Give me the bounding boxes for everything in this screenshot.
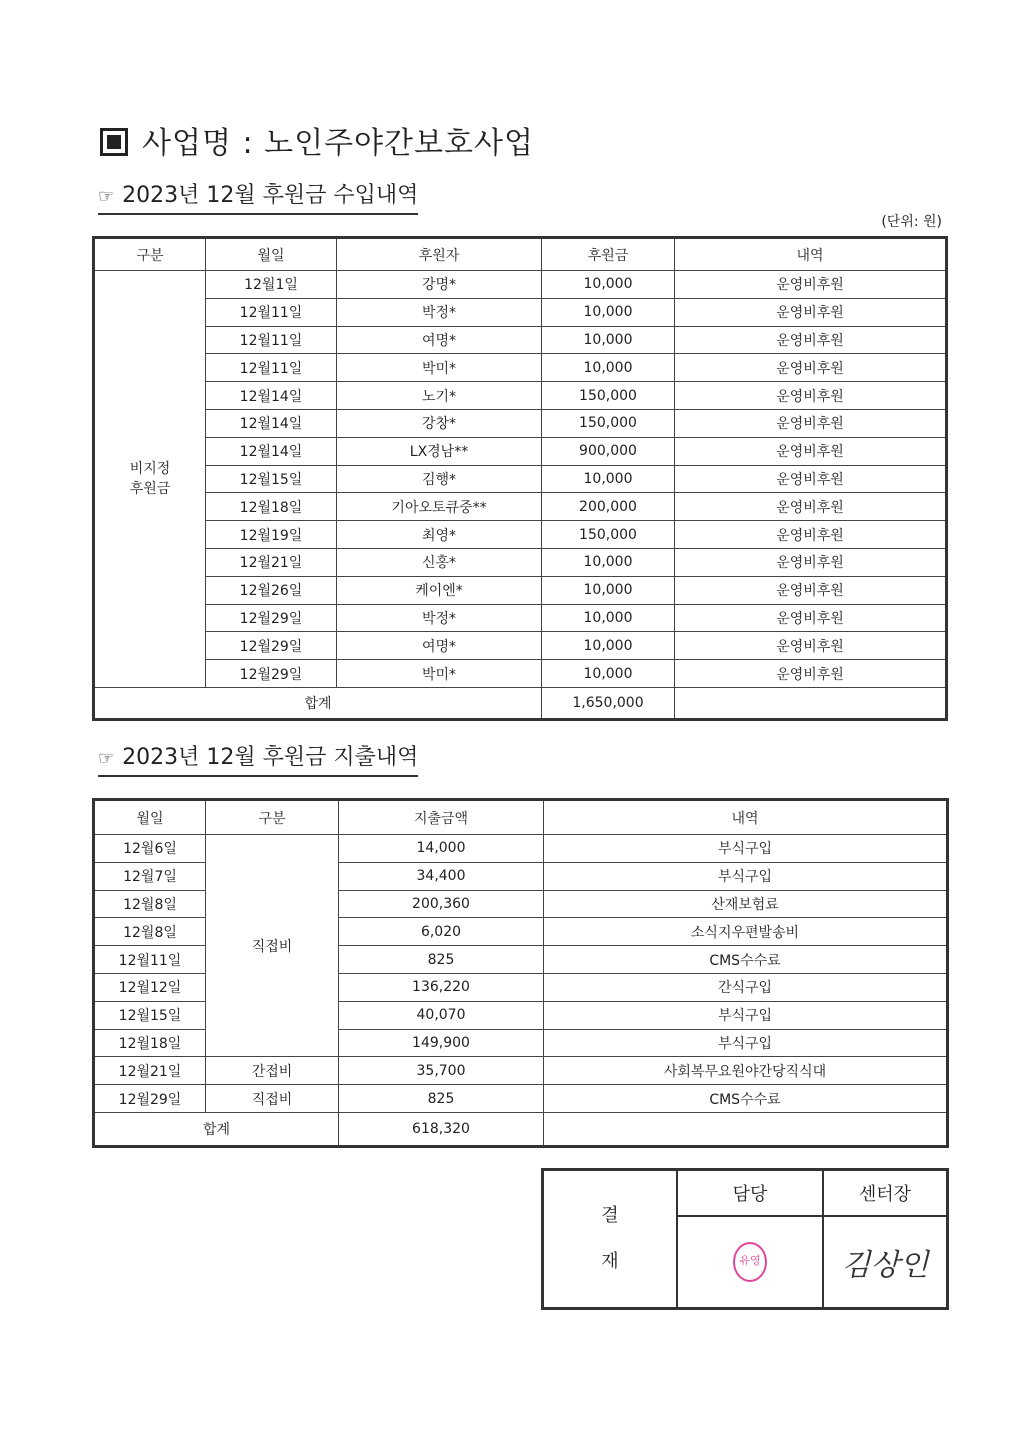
- expense-category: 간접비: [206, 1057, 339, 1085]
- expense-date: 12월7일: [94, 862, 206, 890]
- expense-row: [94, 835, 948, 863]
- header-amount: 지출금액: [339, 800, 544, 835]
- income-detail: 운영비후원: [675, 354, 947, 382]
- income-detail: 운영비후원: [675, 548, 947, 576]
- income-date: 12월14일: [206, 437, 337, 465]
- expense-amount: 825: [339, 1085, 544, 1113]
- title-text: 사업명 : 노인주야간보호사업: [142, 126, 534, 161]
- approval-box: [541, 1168, 949, 1310]
- expense-amount: 136,220: [339, 973, 544, 1001]
- expense-category: 직접비: [206, 835, 339, 1057]
- income-detail: 운영비후원: [675, 298, 947, 326]
- income-detail: 운영비후원: [675, 382, 947, 410]
- approval-col-director: 센터장: [823, 1170, 948, 1216]
- income-donor: 최영*: [337, 521, 542, 549]
- income-total-detail: [675, 687, 947, 719]
- income-row: [94, 660, 947, 688]
- income-row: [94, 632, 947, 660]
- expense-table: [92, 798, 949, 1148]
- expense-detail: 부식구입: [544, 862, 948, 890]
- income-donor: 강창*: [337, 409, 542, 437]
- income-row: [94, 493, 947, 521]
- income-donor: 케이엔*: [337, 576, 542, 604]
- income-amount: 200,000: [542, 493, 675, 521]
- expense-detail: 사회복무요원야간당직식대: [544, 1057, 948, 1085]
- income-detail: 운영비후원: [675, 576, 947, 604]
- staff-stamp-cell: [677, 1216, 823, 1309]
- income-row: [94, 548, 947, 576]
- income-detail: 운영비후원: [675, 465, 947, 493]
- expense-amount: 14,000: [339, 835, 544, 863]
- income-row: [94, 521, 947, 549]
- income-row: [94, 576, 947, 604]
- income-amount: 10,000: [542, 271, 675, 299]
- income-date: 12월1일: [206, 271, 337, 299]
- income-amount: 10,000: [542, 576, 675, 604]
- income-donor: 신홍*: [337, 548, 542, 576]
- pointing-hand-icon: ☞: [98, 186, 115, 207]
- income-date: 12월19일: [206, 521, 337, 549]
- approval-label-1: 결: [601, 1205, 619, 1226]
- income-detail: 운영비후원: [675, 409, 947, 437]
- income-table: [92, 236, 948, 721]
- income-heading: [98, 178, 418, 215]
- expense-detail: 간식구입: [544, 973, 948, 1001]
- expense-header-row: [94, 800, 948, 835]
- income-date: 12월26일: [206, 576, 337, 604]
- expense-category: 직접비: [206, 1085, 339, 1113]
- income-row: [94, 437, 947, 465]
- income-date: 12월21일: [206, 548, 337, 576]
- income-detail: 운영비후원: [675, 493, 947, 521]
- pointing-hand-icon: ☞: [98, 748, 115, 769]
- header-date: 월일: [206, 238, 337, 271]
- unit-label: (단위: 원): [881, 214, 942, 230]
- income-donor: 박정*: [337, 604, 542, 632]
- income-total-row: [94, 687, 947, 719]
- expense-heading-text: 2023년 12월 후원금 지출내역: [122, 745, 419, 770]
- square-bullet-icon: [100, 128, 128, 156]
- income-row: [94, 354, 947, 382]
- expense-date: 12월21일: [94, 1057, 206, 1085]
- expense-amount: 149,900: [339, 1029, 544, 1057]
- income-detail: 운영비후원: [675, 632, 947, 660]
- header-donor: 후원자: [337, 238, 542, 271]
- expense-detail: 부식구입: [544, 835, 948, 863]
- income-donor: 김행*: [337, 465, 542, 493]
- expense-amount: 825: [339, 946, 544, 974]
- expense-date: 12월8일: [94, 918, 206, 946]
- expense-heading: [98, 740, 418, 777]
- expense-row: [94, 1085, 948, 1113]
- income-amount: 150,000: [542, 409, 675, 437]
- income-category-cell: 비지정 후원금: [94, 271, 206, 688]
- expense-total-label: 합계: [94, 1112, 339, 1146]
- expense-detail: 산재보험료: [544, 890, 948, 918]
- header-category: 구분: [94, 238, 206, 271]
- expense-amount: 200,360: [339, 890, 544, 918]
- director-signature: 김상인: [841, 1247, 929, 1283]
- expense-detail: 부식구입: [544, 1029, 948, 1057]
- income-detail: 운영비후원: [675, 437, 947, 465]
- income-date: 12월18일: [206, 493, 337, 521]
- expense-detail: CMS수수료: [544, 1085, 948, 1113]
- income-donor: LX경남**: [337, 437, 542, 465]
- income-donor: 박미*: [337, 660, 542, 688]
- expense-date: 12월8일: [94, 890, 206, 918]
- income-row: [94, 409, 947, 437]
- expense-amount: 6,020: [339, 918, 544, 946]
- income-amount: 10,000: [542, 298, 675, 326]
- income-date: 12월11일: [206, 298, 337, 326]
- income-total-amount: 1,650,000: [542, 687, 675, 719]
- income-detail: 운영비후원: [675, 521, 947, 549]
- income-date: 12월29일: [206, 604, 337, 632]
- income-donor: 기아오토큐중**: [337, 493, 542, 521]
- header-detail: 내역: [675, 238, 947, 271]
- header-category: 구분: [206, 800, 339, 835]
- income-date: 12월11일: [206, 326, 337, 354]
- income-amount: 10,000: [542, 326, 675, 354]
- expense-amount: 35,700: [339, 1057, 544, 1085]
- income-detail: 운영비후원: [675, 660, 947, 688]
- stamp-seal: 유영: [733, 1242, 767, 1282]
- income-row: [94, 465, 947, 493]
- approval-col-staff: 담당: [677, 1170, 823, 1216]
- income-amount: 900,000: [542, 437, 675, 465]
- header-detail: 내역: [544, 800, 948, 835]
- page-title: [100, 118, 534, 162]
- header-amount: 후원금: [542, 238, 675, 271]
- income-date: 12월14일: [206, 382, 337, 410]
- expense-date: 12월12일: [94, 973, 206, 1001]
- income-row: [94, 298, 947, 326]
- income-date: 12월14일: [206, 409, 337, 437]
- header-date: 월일: [94, 800, 206, 835]
- income-date: 12월15일: [206, 465, 337, 493]
- expense-detail: 부식구입: [544, 1001, 948, 1029]
- income-donor: 박정*: [337, 298, 542, 326]
- income-amount: 10,000: [542, 548, 675, 576]
- income-amount: 10,000: [542, 660, 675, 688]
- income-amount: 10,000: [542, 632, 675, 660]
- expense-date: 12월29일: [94, 1085, 206, 1113]
- income-amount: 150,000: [542, 382, 675, 410]
- expense-amount: 34,400: [339, 862, 544, 890]
- expense-detail: 소식지우편발송비: [544, 918, 948, 946]
- expense-total-amount: 618,320: [339, 1112, 544, 1146]
- income-row: [94, 382, 947, 410]
- income-date: 12월29일: [206, 632, 337, 660]
- approval-label-2: 재: [601, 1251, 619, 1272]
- income-date: 12월11일: [206, 354, 337, 382]
- income-donor: 박미*: [337, 354, 542, 382]
- income-row: [94, 326, 947, 354]
- income-amount: 150,000: [542, 521, 675, 549]
- income-amount: 10,000: [542, 354, 675, 382]
- expense-date: 12월11일: [94, 946, 206, 974]
- income-amount: 10,000: [542, 604, 675, 632]
- approval-label: [543, 1170, 678, 1309]
- income-donor: 여명*: [337, 326, 542, 354]
- income-header-row: [94, 238, 947, 271]
- income-detail: 운영비후원: [675, 604, 947, 632]
- expense-date: 12월18일: [94, 1029, 206, 1057]
- income-detail: 운영비후원: [675, 271, 947, 299]
- income-donor: 강명*: [337, 271, 542, 299]
- expense-total-row: [94, 1112, 948, 1146]
- expense-row: [94, 1057, 948, 1085]
- expense-amount: 40,070: [339, 1001, 544, 1029]
- income-amount: 10,000: [542, 465, 675, 493]
- income-total-label: 합계: [94, 687, 542, 719]
- income-heading-text: 2023년 12월 후원금 수입내역: [122, 183, 419, 208]
- expense-total-detail: [544, 1112, 948, 1146]
- income-row: [94, 604, 947, 632]
- expense-detail: CMS수수료: [544, 946, 948, 974]
- expense-date: 12월15일: [94, 1001, 206, 1029]
- income-donor: 여명*: [337, 632, 542, 660]
- income-donor: 노기*: [337, 382, 542, 410]
- income-detail: 운영비후원: [675, 326, 947, 354]
- expense-date: 12월6일: [94, 835, 206, 863]
- income-date: 12월29일: [206, 660, 337, 688]
- director-signature-cell: [823, 1216, 948, 1309]
- income-row: [94, 271, 947, 299]
